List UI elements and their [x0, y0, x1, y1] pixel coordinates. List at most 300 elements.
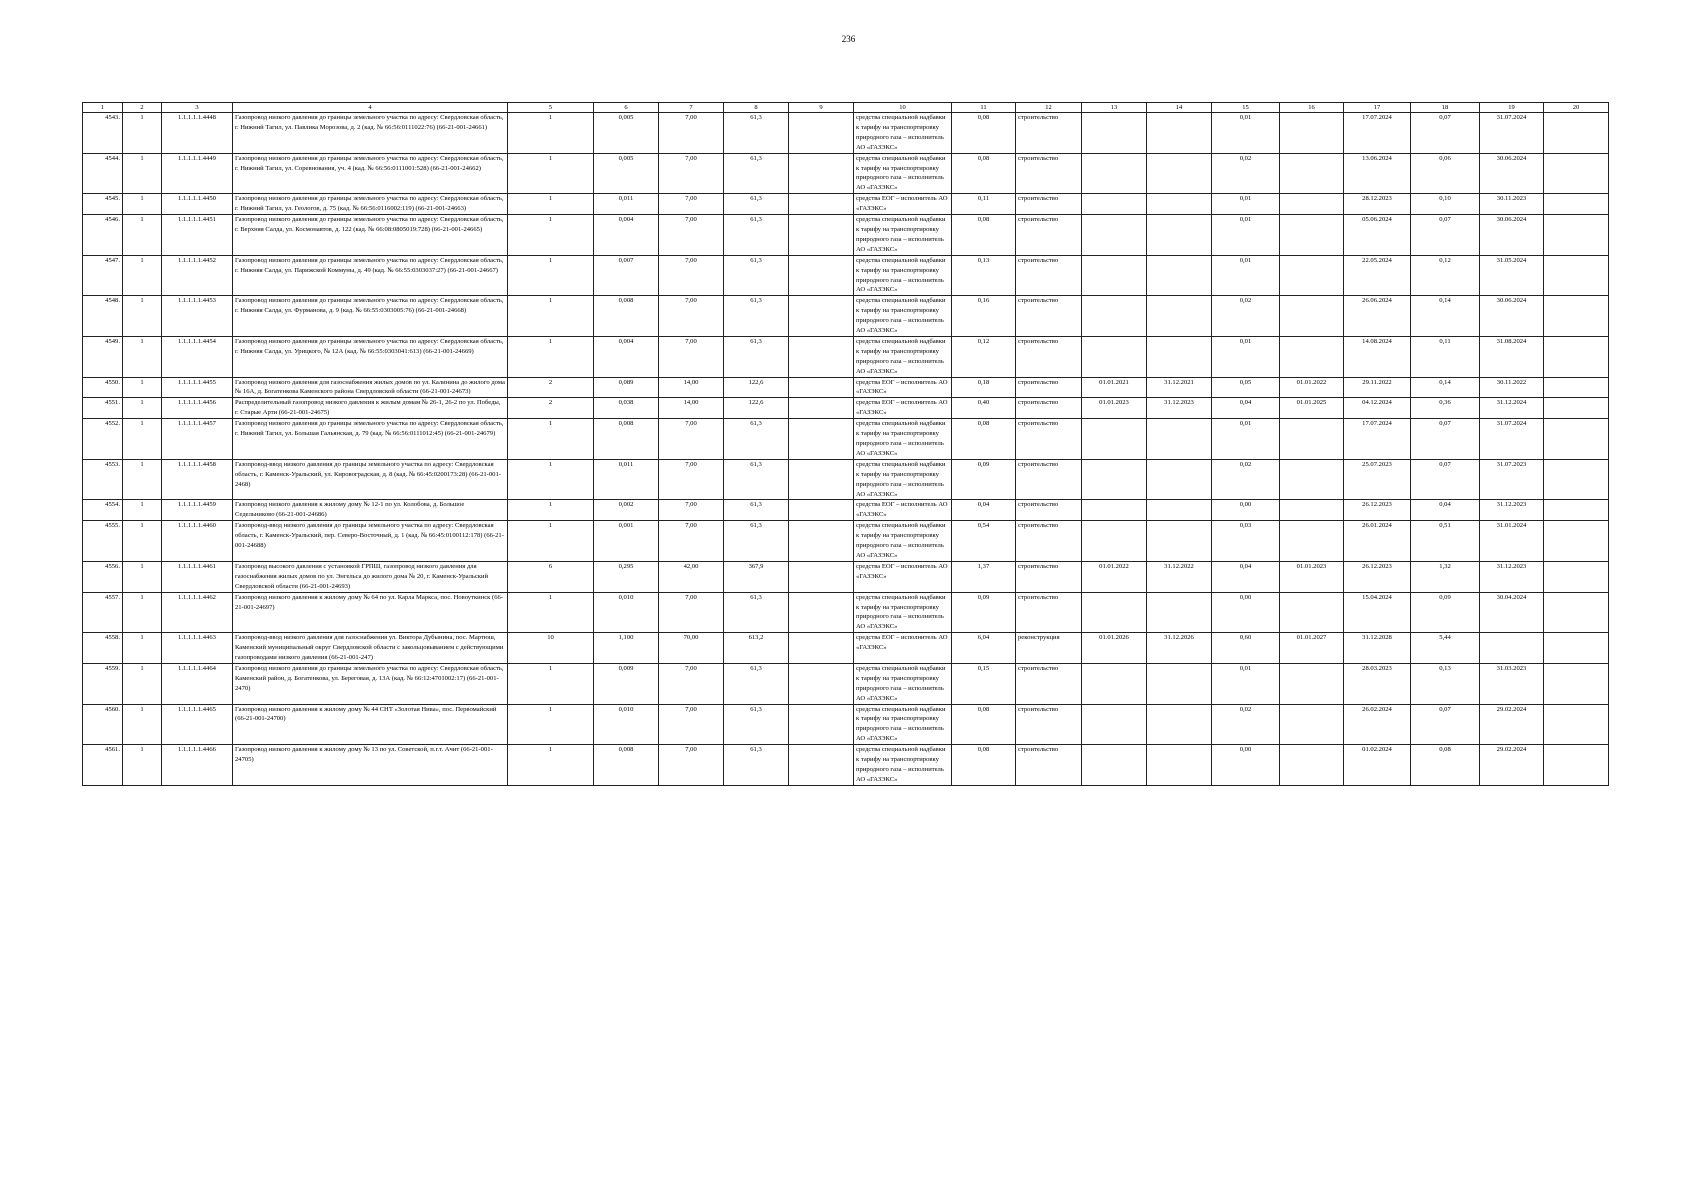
column-19-cell: 30.06.2024	[1480, 296, 1544, 337]
table-row	[83, 153, 1609, 194]
column-16-cell	[1280, 255, 1344, 296]
column-15-cell: 0,01	[1212, 419, 1280, 460]
column-5-cell: 2	[508, 398, 594, 419]
column-5-cell: 1	[508, 215, 594, 256]
column-8-cell: 122,6	[724, 398, 789, 419]
column-18-cell: 0,14	[1411, 296, 1480, 337]
column-15-cell: 0,60	[1212, 633, 1280, 664]
column-15-cell: 0,04	[1212, 398, 1280, 419]
funding-source-cell: средства ЕОГ – исполнитель АО «ГАЗЭКС»	[854, 194, 952, 215]
column-13-cell	[1082, 419, 1147, 460]
column-11-cell: 0,08	[952, 215, 1016, 256]
column-13-cell: 01.01.2026	[1082, 633, 1147, 664]
column-11-cell: 0,08	[952, 113, 1016, 154]
column-16-cell	[1280, 704, 1344, 745]
work-type-cell: строительство	[1016, 521, 1082, 562]
column-8-cell: 61,3	[724, 296, 789, 337]
column-19-cell: 29.02.2024	[1480, 745, 1544, 786]
column-18-cell: 0,04	[1411, 500, 1480, 521]
column-18-cell: 5,44	[1411, 633, 1480, 664]
column-16-cell: 01.01.2023	[1280, 561, 1344, 592]
column-6-cell: 0,005	[594, 113, 659, 154]
object-code-cell: 1.1.1.1.1.4464	[162, 663, 233, 704]
object-code-cell: 1.1.1.1.1.4463	[162, 633, 233, 664]
funding-source-cell: средства специальной надбавки к тарифу на транспортировку природного газа – исполнитель АО «ГАЗЭКС»	[854, 153, 952, 194]
column-15-cell: 0,01	[1212, 194, 1280, 215]
column-20-cell	[1544, 113, 1609, 154]
object-name-cell: Газопровод высокого давления с установкой ГРПШ, газопровод низкого давления для газоснабжения жилых домов по ул. Энгельса до жилого дома № 20, г. Каменск-Уральский Свердловской области (66-21-001-24693)	[233, 561, 508, 592]
column-13-cell: 01.01.2022	[1082, 561, 1147, 592]
column-2-cell: 1	[123, 113, 162, 154]
column-17-cell: 26.01.2024	[1344, 521, 1411, 562]
column-2-cell: 1	[123, 255, 162, 296]
row-number-cell: 4544.	[83, 153, 123, 194]
column-16-cell	[1280, 745, 1344, 786]
column-19-cell: 31.12.2024	[1480, 398, 1544, 419]
column-14-cell: 31.12.2023	[1147, 398, 1212, 419]
table-row	[83, 561, 1609, 592]
column-17-cell: 05.06.2024	[1344, 215, 1411, 256]
column-9-cell	[789, 745, 854, 786]
column-6-cell: 0,001	[594, 521, 659, 562]
column-6-cell: 0,002	[594, 500, 659, 521]
column-15-cell: 0,02	[1212, 153, 1280, 194]
column-6-cell: 0,010	[594, 592, 659, 633]
column-14-cell	[1147, 113, 1212, 154]
column-17-cell: 22.05.2024	[1344, 255, 1411, 296]
column-11-cell: 0,08	[952, 704, 1016, 745]
column-6-cell: 0,010	[594, 704, 659, 745]
column-5-cell: 1	[508, 153, 594, 194]
funding-source-cell: средства специальной надбавки к тарифу на транспортировку природного газа – исполнитель АО «ГАЗЭКС»	[854, 663, 952, 704]
column-number: 2	[123, 103, 162, 113]
column-18-cell: 0,07	[1411, 113, 1480, 154]
column-20-cell	[1544, 419, 1609, 460]
column-2-cell: 1	[123, 633, 162, 664]
column-8-cell: 61,3	[724, 336, 789, 377]
column-6-cell: 0,009	[594, 663, 659, 704]
column-11-cell: 0,04	[952, 500, 1016, 521]
column-17-cell: 25.07.2023	[1344, 459, 1411, 500]
column-9-cell	[789, 336, 854, 377]
column-11-cell: 0,08	[952, 419, 1016, 460]
column-number-row	[83, 103, 1609, 113]
table-row	[83, 521, 1609, 562]
column-17-cell: 26.12.2023	[1344, 500, 1411, 521]
column-8-cell: 61,3	[724, 194, 789, 215]
work-type-cell: строительство	[1016, 255, 1082, 296]
column-18-cell: 0,07	[1411, 459, 1480, 500]
column-14-cell	[1147, 296, 1212, 337]
column-8-cell: 61,3	[724, 419, 789, 460]
column-15-cell: 0,02	[1212, 296, 1280, 337]
object-name-cell: Газопровод-ввод низкого давления до границы земельного участка по адресу: Свердловская область, г. Каменск-Уральский, ул. Кировоградская, д. 8 (кад. № 66:45:0200173:28) (66-21-001-2468)	[233, 459, 508, 500]
object-name-cell: Газопровод низкого давления к жилому дому № 13 по ул. Советской, п.г.т. Ачит (66-21-001-24705)	[233, 745, 508, 786]
object-code-cell: 1.1.1.1.1.4460	[162, 521, 233, 562]
row-number-cell: 4552.	[83, 419, 123, 460]
funding-source-cell: средства ЕОГ – исполнитель АО «ГАЗЭКС»	[854, 633, 952, 664]
column-18-cell: 0,09	[1411, 592, 1480, 633]
column-9-cell	[789, 521, 854, 562]
table-row	[83, 745, 1609, 786]
column-2-cell: 1	[123, 419, 162, 460]
column-6-cell: 0,004	[594, 215, 659, 256]
object-code-cell: 1.1.1.1.1.4465	[162, 704, 233, 745]
column-number: 8	[724, 103, 789, 113]
column-16-cell	[1280, 419, 1344, 460]
column-19-cell: 29.02.2024	[1480, 704, 1544, 745]
column-19-cell: 30.11.2022	[1480, 377, 1544, 398]
column-7-cell: 7,00	[659, 592, 724, 633]
column-20-cell	[1544, 336, 1609, 377]
column-11-cell: 0,08	[952, 745, 1016, 786]
column-19-cell: 30.06.2024	[1480, 215, 1544, 256]
column-18-cell: 0,14	[1411, 377, 1480, 398]
funding-source-cell: средства специальной надбавки к тарифу на транспортировку природного газа – исполнитель АО «ГАЗЭКС»	[854, 704, 952, 745]
column-2-cell: 1	[123, 500, 162, 521]
column-20-cell	[1544, 592, 1609, 633]
column-6-cell: 0,295	[594, 561, 659, 592]
column-20-cell	[1544, 153, 1609, 194]
object-name-cell: Газопровод низкого давления к жилому дому № 12-1 по ул. Колобова, д. Большое Седельниково (66-21-001-24686)	[233, 500, 508, 521]
column-15-cell: 0,01	[1212, 336, 1280, 377]
row-number-cell: 4559.	[83, 663, 123, 704]
column-13-cell	[1082, 745, 1147, 786]
column-number: 17	[1344, 103, 1411, 113]
work-type-cell: строительство	[1016, 377, 1082, 398]
funding-source-cell: средства специальной надбавки к тарифу на транспортировку природного газа – исполнитель АО «ГАЗЭКС»	[854, 113, 952, 154]
work-type-cell: строительство	[1016, 592, 1082, 633]
column-18-cell: 0,36	[1411, 398, 1480, 419]
column-15-cell: 0,02	[1212, 459, 1280, 500]
column-9-cell	[789, 633, 854, 664]
funding-source-cell: средства специальной надбавки к тарифу на транспортировку природного газа – исполнитель АО «ГАЗЭКС»	[854, 215, 952, 256]
object-name-cell: Газопровод низкого давления до границы земельного участка по адресу: Свердловская область, г. Нижняя Салда, ул. Урицкого, № 12А (кад. № 66:55:0303041:613) (66-21-001-24669)	[233, 336, 508, 377]
column-5-cell: 1	[508, 419, 594, 460]
row-number-cell: 4549.	[83, 336, 123, 377]
column-15-cell: 0,04	[1212, 561, 1280, 592]
column-9-cell	[789, 255, 854, 296]
column-19-cell: 31.07.2023	[1480, 459, 1544, 500]
column-19-cell: 31.01.2024	[1480, 521, 1544, 562]
column-6-cell: 0,004	[594, 336, 659, 377]
funding-source-cell: средства ЕОГ – исполнитель АО «ГАЗЭКС»	[854, 500, 952, 521]
column-16-cell	[1280, 663, 1344, 704]
funding-source-cell: средства специальной надбавки к тарифу на транспортировку природного газа – исполнитель АО «ГАЗЭКС»	[854, 521, 952, 562]
column-2-cell: 1	[123, 215, 162, 256]
column-13-cell: 01.01.2021	[1082, 377, 1147, 398]
column-number: 1	[83, 103, 123, 113]
column-5-cell: 6	[508, 561, 594, 592]
column-13-cell	[1082, 215, 1147, 256]
table-row	[83, 500, 1609, 521]
column-16-cell: 01.01.2022	[1280, 377, 1344, 398]
column-15-cell: 0,01	[1212, 255, 1280, 296]
column-16-cell	[1280, 194, 1344, 215]
column-5-cell: 1	[508, 336, 594, 377]
column-14-cell	[1147, 704, 1212, 745]
column-7-cell: 7,00	[659, 336, 724, 377]
object-name-cell: Газопровод низкого давления до границы земельного участка по адресу: Свердловская область, г. Нижняя Салда, ул. Парижской Коммуны, д. 49 (кад. № 66:55:0303037:27) (66-21-001-24667)	[233, 255, 508, 296]
column-11-cell: 0,09	[952, 592, 1016, 633]
column-11-cell: 0,15	[952, 663, 1016, 704]
column-14-cell: 31.12.2022	[1147, 561, 1212, 592]
column-11-cell: 0,08	[952, 153, 1016, 194]
column-11-cell: 0,12	[952, 336, 1016, 377]
column-6-cell: 0,089	[594, 377, 659, 398]
column-7-cell: 14,00	[659, 398, 724, 419]
row-number-cell: 4547.	[83, 255, 123, 296]
work-type-cell: строительство	[1016, 704, 1082, 745]
work-type-cell: строительство	[1016, 745, 1082, 786]
column-19-cell: 31.03.2023	[1480, 663, 1544, 704]
column-14-cell: 31.12.2021	[1147, 377, 1212, 398]
column-14-cell	[1147, 500, 1212, 521]
column-number: 20	[1544, 103, 1609, 113]
column-16-cell	[1280, 521, 1344, 562]
row-number-cell: 4545.	[83, 194, 123, 215]
table-row	[83, 377, 1609, 398]
funding-source-cell: средства ЕОГ – исполнитель АО «ГАЗЭКС»	[854, 377, 952, 398]
column-11-cell: 0,09	[952, 459, 1016, 500]
object-code-cell: 1.1.1.1.1.4452	[162, 255, 233, 296]
column-18-cell: 0,07	[1411, 419, 1480, 460]
row-number-cell: 4550.	[83, 377, 123, 398]
column-6-cell: 1,100	[594, 633, 659, 664]
column-16-cell	[1280, 336, 1344, 377]
work-type-cell: строительство	[1016, 561, 1082, 592]
column-14-cell	[1147, 663, 1212, 704]
funding-source-cell: средства специальной надбавки к тарифу на транспортировку природного газа – исполнитель АО «ГАЗЭКС»	[854, 336, 952, 377]
column-5-cell: 2	[508, 377, 594, 398]
object-code-cell: 1.1.1.1.1.4461	[162, 561, 233, 592]
column-2-cell: 1	[123, 377, 162, 398]
column-14-cell: 31.12.2026	[1147, 633, 1212, 664]
table-row	[83, 633, 1609, 664]
column-15-cell: 0,01	[1212, 215, 1280, 256]
column-5-cell: 1	[508, 521, 594, 562]
column-19-cell: 31.08.2024	[1480, 336, 1544, 377]
column-17-cell: 15.04.2024	[1344, 592, 1411, 633]
column-20-cell	[1544, 377, 1609, 398]
column-number: 9	[789, 103, 854, 113]
object-code-cell: 1.1.1.1.1.4462	[162, 592, 233, 633]
table-row	[83, 419, 1609, 460]
column-2-cell: 1	[123, 663, 162, 704]
column-6-cell: 0,008	[594, 296, 659, 337]
table-row	[83, 194, 1609, 215]
column-9-cell	[789, 500, 854, 521]
work-type-cell: строительство	[1016, 153, 1082, 194]
column-18-cell: 0,11	[1411, 336, 1480, 377]
column-5-cell: 1	[508, 704, 594, 745]
column-7-cell: 7,00	[659, 215, 724, 256]
column-17-cell: 04.12.2024	[1344, 398, 1411, 419]
object-code-cell: 1.1.1.1.1.4458	[162, 459, 233, 500]
column-16-cell	[1280, 592, 1344, 633]
column-13-cell	[1082, 592, 1147, 633]
column-13-cell	[1082, 521, 1147, 562]
column-9-cell	[789, 194, 854, 215]
column-13-cell	[1082, 336, 1147, 377]
column-9-cell	[789, 592, 854, 633]
column-number: 13	[1082, 103, 1147, 113]
table-row	[83, 255, 1609, 296]
column-8-cell: 61,3	[724, 153, 789, 194]
column-13-cell	[1082, 194, 1147, 215]
column-15-cell: 0,00	[1212, 745, 1280, 786]
column-11-cell: 1,37	[952, 561, 1016, 592]
column-20-cell	[1544, 500, 1609, 521]
column-6-cell: 0,008	[594, 745, 659, 786]
column-20-cell	[1544, 704, 1609, 745]
column-17-cell: 26.06.2024	[1344, 296, 1411, 337]
work-type-cell: строительство	[1016, 459, 1082, 500]
column-2-cell: 1	[123, 592, 162, 633]
object-code-cell: 1.1.1.1.1.4455	[162, 377, 233, 398]
object-name-cell: Распределительный газопровод низкого давления к жилым домам № 26-1, 26-2 по ул. Победы, г. Старые Арти (66-21-001-24675)	[233, 398, 508, 419]
column-18-cell: 0,10	[1411, 194, 1480, 215]
row-number-cell: 4546.	[83, 215, 123, 256]
column-6-cell: 0,038	[594, 398, 659, 419]
column-8-cell: 61,3	[724, 745, 789, 786]
column-9-cell	[789, 663, 854, 704]
column-18-cell: 0,51	[1411, 521, 1480, 562]
column-17-cell: 28.12.2023	[1344, 194, 1411, 215]
column-8-cell: 367,9	[724, 561, 789, 592]
column-20-cell	[1544, 561, 1609, 592]
column-15-cell: 0,03	[1212, 521, 1280, 562]
row-number-cell: 4558.	[83, 633, 123, 664]
column-18-cell: 0,08	[1411, 745, 1480, 786]
work-type-cell: строительство	[1016, 194, 1082, 215]
column-7-cell: 7,00	[659, 296, 724, 337]
object-code-cell: 1.1.1.1.1.4453	[162, 296, 233, 337]
column-15-cell: 0,00	[1212, 500, 1280, 521]
column-5-cell: 1	[508, 663, 594, 704]
column-16-cell: 01.01.2027	[1280, 633, 1344, 664]
table-row	[83, 592, 1609, 633]
column-6-cell: 0,007	[594, 255, 659, 296]
column-5-cell: 1	[508, 459, 594, 500]
column-8-cell: 61,3	[724, 663, 789, 704]
column-8-cell: 61,3	[724, 592, 789, 633]
column-13-cell: 01.01.2023	[1082, 398, 1147, 419]
column-8-cell: 61,3	[724, 215, 789, 256]
column-16-cell: 01.01.2025	[1280, 398, 1344, 419]
column-number: 12	[1016, 103, 1082, 113]
column-8-cell: 61,3	[724, 255, 789, 296]
column-16-cell	[1280, 113, 1344, 154]
column-17-cell: 13.06.2024	[1344, 153, 1411, 194]
column-2-cell: 1	[123, 194, 162, 215]
column-11-cell: 0,18	[952, 377, 1016, 398]
object-name-cell: Газопровод-ввод низкого давления для газоснабжения ул. Виктора Дубынина, пос. Мартюш, Каменский муниципальный округ Свердловской области с закольцовыванием с действующими газопроводами низкого давления (66-21-001-247)	[233, 633, 508, 664]
column-20-cell	[1544, 194, 1609, 215]
column-number: 4	[233, 103, 508, 113]
row-number-cell: 4548.	[83, 296, 123, 337]
column-20-cell	[1544, 398, 1609, 419]
object-code-cell: 1.1.1.1.1.4459	[162, 500, 233, 521]
funding-source-cell: средства специальной надбавки к тарифу на транспортировку природного газа – исполнитель АО «ГАЗЭКС»	[854, 745, 952, 786]
column-number: 7	[659, 103, 724, 113]
work-type-cell: реконструкция	[1016, 633, 1082, 664]
column-6-cell: 0,011	[594, 459, 659, 500]
table-row	[83, 215, 1609, 256]
column-16-cell	[1280, 215, 1344, 256]
column-5-cell: 1	[508, 296, 594, 337]
column-7-cell: 7,00	[659, 113, 724, 154]
column-number: 5	[508, 103, 594, 113]
column-20-cell	[1544, 459, 1609, 500]
column-7-cell: 7,00	[659, 153, 724, 194]
column-9-cell	[789, 296, 854, 337]
column-7-cell: 7,00	[659, 745, 724, 786]
row-number-cell: 4555.	[83, 521, 123, 562]
table-body	[83, 103, 1609, 786]
column-20-cell	[1544, 745, 1609, 786]
column-16-cell	[1280, 296, 1344, 337]
column-18-cell: 0,13	[1411, 663, 1480, 704]
column-number: 15	[1212, 103, 1280, 113]
column-number: 18	[1411, 103, 1480, 113]
object-name-cell: Газопровод низкого давления до границы земельного участка по адресу: Свердловская область, г. Нижний Тагил, ул. Соревнования, уч. 4 (кад. № 66:56:0111001:528) (66-21-001-24662)	[233, 153, 508, 194]
column-14-cell	[1147, 592, 1212, 633]
column-11-cell: 0,11	[952, 194, 1016, 215]
column-11-cell: 0,54	[952, 521, 1016, 562]
column-17-cell: 31.12.2028	[1344, 633, 1411, 664]
column-8-cell: 61,3	[724, 704, 789, 745]
column-18-cell: 0,07	[1411, 704, 1480, 745]
column-5-cell: 1	[508, 194, 594, 215]
column-2-cell: 1	[123, 704, 162, 745]
column-6-cell: 0,011	[594, 194, 659, 215]
column-number: 19	[1480, 103, 1544, 113]
funding-source-cell: средства ЕОГ – исполнитель АО «ГАЗЭКС»	[854, 561, 952, 592]
row-number-cell: 4551.	[83, 398, 123, 419]
work-type-cell: строительство	[1016, 500, 1082, 521]
column-13-cell	[1082, 255, 1147, 296]
column-15-cell: 0,01	[1212, 113, 1280, 154]
column-19-cell: 31.12.2023	[1480, 561, 1544, 592]
column-2-cell: 1	[123, 459, 162, 500]
table-row	[83, 459, 1609, 500]
column-number: 11	[952, 103, 1016, 113]
column-7-cell: 42,00	[659, 561, 724, 592]
object-name-cell: Газопровод-ввод низкого давления до границы земельного участка по адресу: Свердловская область, г. Каменск-Уральский, пер. Северо-Восточный, д. 1 (кад. № 66:45:0100112:178) (66-21-001-24688)	[233, 521, 508, 562]
column-19-cell: 30.11.2023	[1480, 194, 1544, 215]
column-7-cell: 7,00	[659, 500, 724, 521]
column-2-cell: 1	[123, 561, 162, 592]
row-number-cell: 4561.	[83, 745, 123, 786]
column-19-cell: 31.12.2023	[1480, 500, 1544, 521]
column-8-cell: 122,6	[724, 377, 789, 398]
object-name-cell: Газопровод низкого давления до границы земельного участка по адресу: Свердловская область, г. Нижний Тагил, ул. Большая Гальянская, д. 79 (кад. № 66:56:0111012:45) (66-21-001-24679)	[233, 419, 508, 460]
column-8-cell: 61,3	[724, 113, 789, 154]
table-row	[83, 113, 1609, 154]
column-7-cell: 7,00	[659, 521, 724, 562]
column-19-cell: 30.04.2024	[1480, 592, 1544, 633]
column-9-cell	[789, 419, 854, 460]
column-7-cell: 14,00	[659, 377, 724, 398]
column-14-cell	[1147, 194, 1212, 215]
work-type-cell: строительство	[1016, 663, 1082, 704]
object-code-cell: 1.1.1.1.1.4457	[162, 419, 233, 460]
object-name-cell: Газопровод низкого давления до границы земельного участка по адресу: Свердловская область, г. Нижний Тагил, ул. Геологов, д. 75 (кад. № 66:56:0116002:119) (66-21-001-24663)	[233, 194, 508, 215]
column-20-cell	[1544, 521, 1609, 562]
column-19-cell: 31.05.2024	[1480, 255, 1544, 296]
column-number: 10	[854, 103, 952, 113]
